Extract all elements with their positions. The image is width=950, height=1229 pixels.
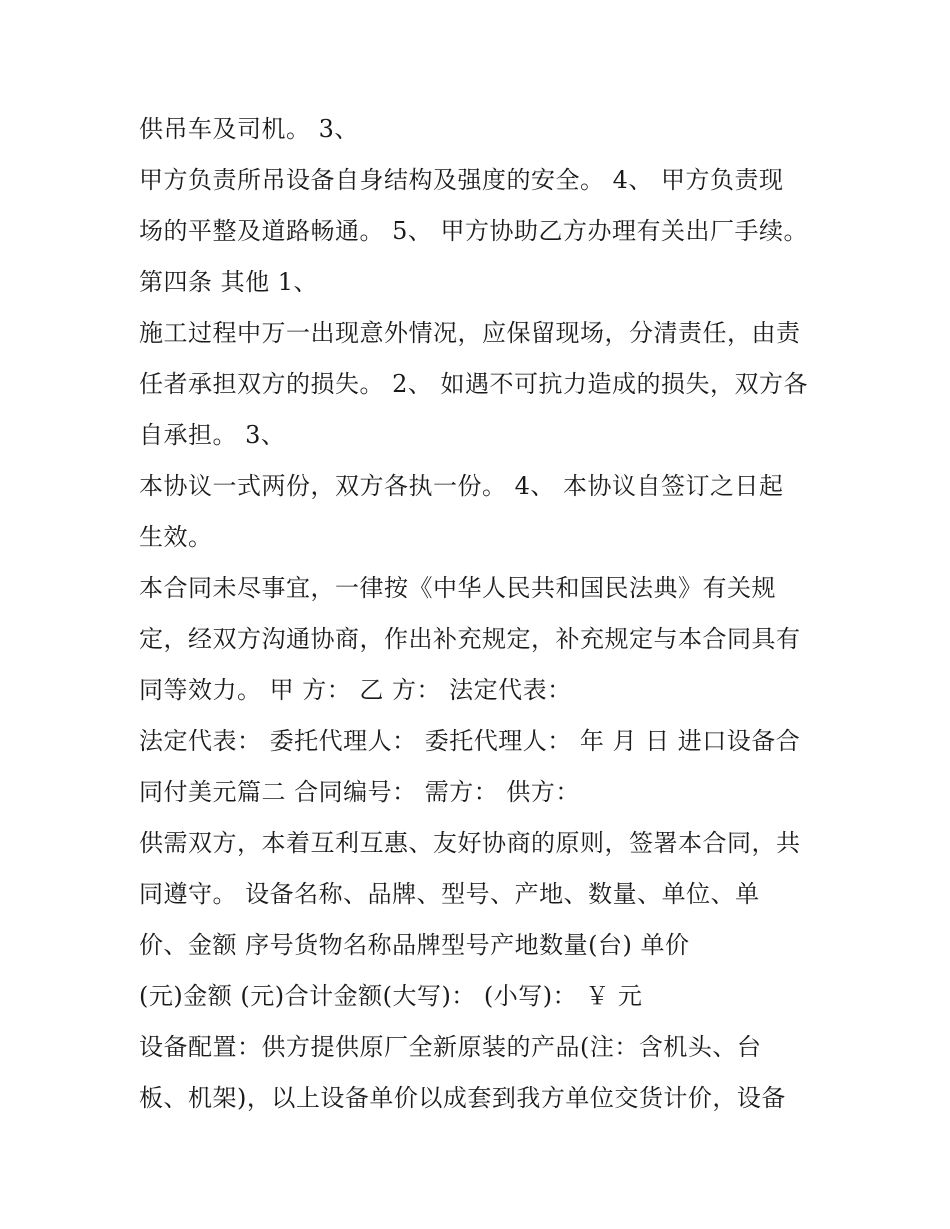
text-line: 同等效力。 甲 方： 乙 方： 法定代表：: [139, 676, 572, 704]
text-line: 供需双方，本着互利互惠、友好协商的原则，签署本合同，共: [139, 829, 801, 857]
text-line: 自承担。 3、: [139, 421, 286, 449]
text-line: 本协议一式两份，双方各执一份。 4、 本协议自签订之日起: [139, 472, 784, 500]
text-line: 供吊车及司机。 3、: [139, 115, 359, 143]
text-line: 生效。: [139, 523, 213, 551]
text-line: (元)金额 (元)合计金额(大写)： (小写)： ￥ 元: [139, 982, 643, 1010]
document-body: [139, 104, 829, 1124]
text-line: 法定代表： 委托代理人： 委托代理人： 年 月 日 进口设备合: [139, 727, 801, 755]
text-line: 本合同未尽事宜，一律按《中华人民共和国民法典》有关规: [139, 574, 776, 602]
text-line: 甲方负责所吊设备自身结构及强度的安全。 4、 甲方负责现: [139, 166, 784, 194]
text-line: 第四条 其他 1、: [139, 268, 319, 296]
text-line: 施工过程中万一出现意外情况，应保留现场，分清责任，由责: [139, 319, 801, 347]
text-line: 场的平整及道路畅通。 5、 甲方协助乙方办理有关出厂手续。: [139, 217, 809, 245]
text-line: 设备配置：供方提供原厂全新原装的产品(注：含机头、台: [139, 1033, 762, 1061]
text-line: 板、机架)，以上设备单价以成套到我方单位交货计价，设备: [139, 1084, 786, 1112]
text-line: 同付美元篇二 合同编号： 需方： 供方：: [139, 778, 580, 806]
text-line: 同遵守。 设备名称、品牌、型号、产地、数量、单位、单: [139, 880, 760, 908]
text-line: 价、金额 序号货物名称品牌型号产地数量(台) 单价: [139, 931, 690, 959]
text-line: 任者承担双方的损失。 2、 如遇不可抗力造成的损失，双方各: [139, 370, 809, 398]
text-line: 定，经双方沟通协商，作出补充规定，补充规定与本合同具有: [139, 625, 801, 653]
